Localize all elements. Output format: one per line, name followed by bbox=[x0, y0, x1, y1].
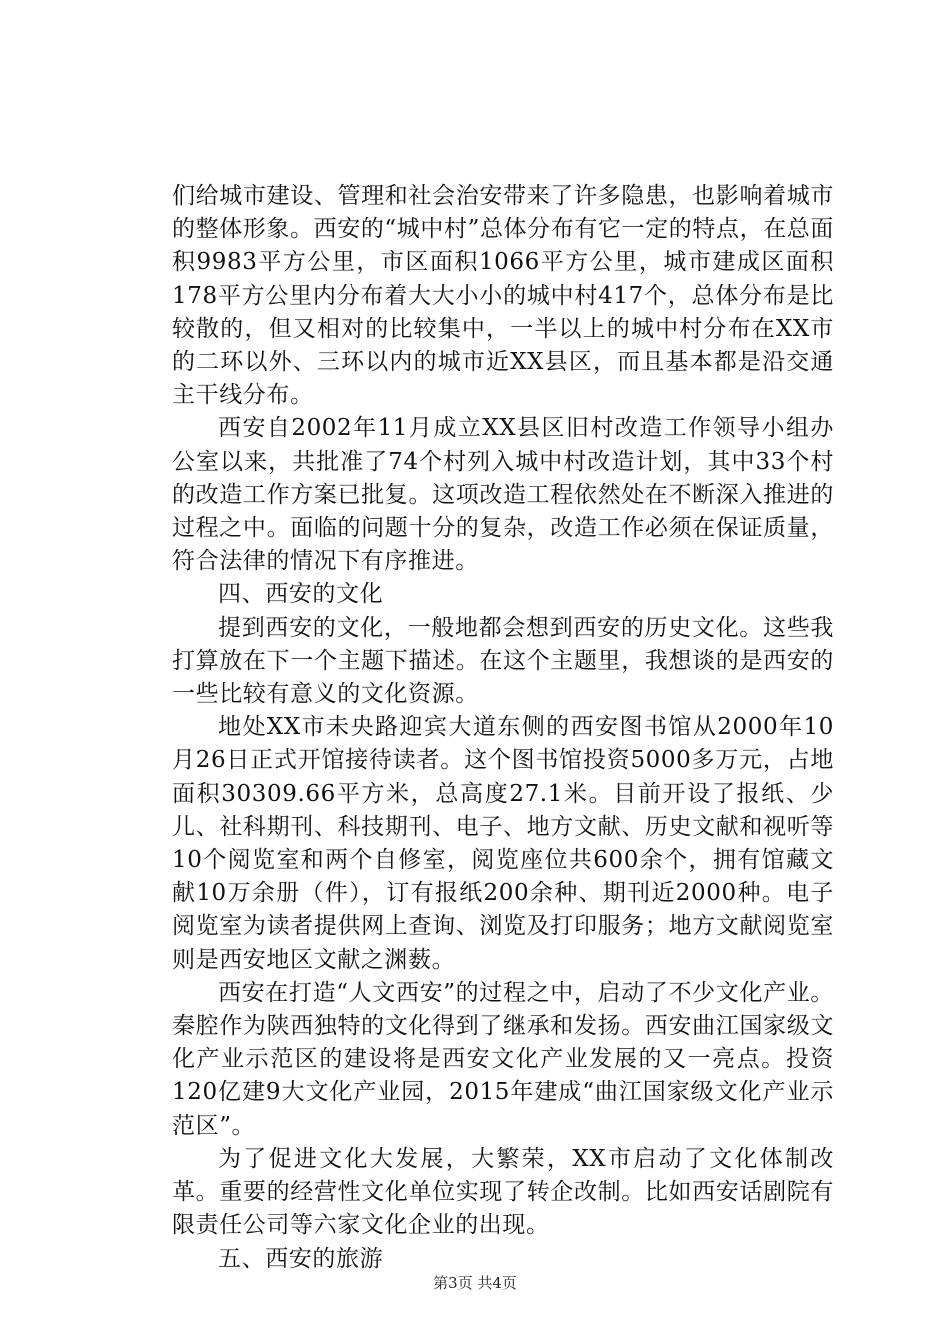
paragraph-city-village-distribution: 们给城市建设、管理和社会治安带来了许多隐患，也影响着城市的整体形象。西安的“城中村”总体分布有它一定的特点，在总面积9983平方公里，市区面积1066平方公里，城市建成区面积178平方公里内分布着大大小小的城中村417个，总体分布是比较散的，但又相对的比较集中，一半以上的城中村分布在XX市的二环以外、三环以内的城市近XX县区，而且基本都是沿交通主干线分布。 bbox=[172, 183, 834, 409]
paragraph-cultural-industry: 西安在打造“人文西安”的过程之中，启动了不少文化产业。秦腔作为陕西独特的文化得到了继承和发扬。西安曲江国家级文化产业示范区的建设将是西安文化产业发展的又一亮点。投资120亿建9大文化产业园，2015年建成“曲江国家级文化产业示范区”。 bbox=[172, 979, 834, 1139]
paragraph-renovation: 西安自2002年11月成立XX县区旧村改造工作领导小组办公室以来，共批准了74个村列入城中村改造计划，其中33个村的改造工作方案已批复。这项改造工程依然处在不断深入推进的过程之中。面临的问题十分的复杂，改造工作必须在保证质量，符合法律的情况下有序推进。 bbox=[172, 415, 834, 575]
paragraph-culture-intro: 提到西安的文化，一般地都会想到西安的历史文化。这些我打算放在下一个主题下描述。在这个主题里，我想谈的是西安的一些比较有意义的文化资源。 bbox=[172, 614, 834, 708]
page-number-footer: 第3页 共4页 bbox=[433, 1274, 517, 1292]
document-body bbox=[172, 180, 834, 1276]
section-heading-tourism: 五、西安的旅游 bbox=[218, 1245, 384, 1272]
paragraph-library: 地处XX市未央路迎宾大道东侧的西安图书馆从2000年10月26日正式开馆接待读者。这个图书馆投资5000多万元，占地面积30309.66平方米，总高度27.1米。目前开设了报纸、少儿、社科期刊、科技期刊、电子、地方文献、历史文献和视听等10个阅览室和两个自修室，阅览座位共600余个，拥有馆藏文献10万余册（件），订有报纸200余种、期刊近2000种。电子阅览室为读者提供网上查询、浏览及打印服务；地方文献阅览室则是西安地区文献之渊薮。 bbox=[172, 714, 834, 973]
section-heading-culture: 四、西安的文化 bbox=[218, 581, 384, 608]
paragraph-reform: 为了促进文化大发展，大繁荣，XX市启动了文化体制改革。重要的经营性文化单位实现了转企改制。比如西安话剧院有限责任公司等六家文化企业的出现。 bbox=[172, 1145, 834, 1239]
